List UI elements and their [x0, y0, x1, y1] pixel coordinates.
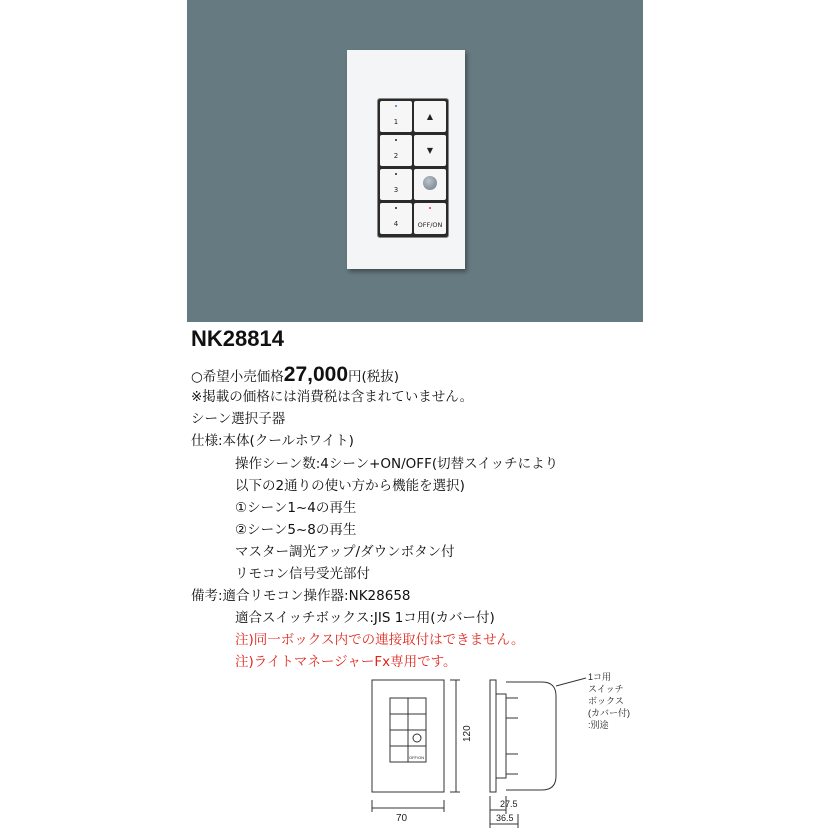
caution-exclusive: 注)ライトマネージャーFx専用です。 — [235, 654, 457, 670]
ir-receiver — [414, 169, 446, 200]
depth-dimension-total: 36.5 — [496, 813, 514, 823]
spec-dimmer: マスター調光アップ/ダウンボタン付 — [235, 544, 455, 560]
sensor-icon — [423, 176, 437, 190]
indicator-led — [395, 207, 397, 209]
keypad — [378, 99, 448, 237]
spec-body: 仕様:本体(クールホワイト) — [191, 433, 354, 449]
down-arrow-icon: ▼ — [426, 146, 434, 155]
width-dimension: 70 — [396, 813, 408, 824]
remark-remote: 備考:適合リモコン操作器:NK28658 — [191, 588, 411, 604]
spec-mode-2: ②シーン5~8の再生 — [235, 522, 357, 538]
product-name: シーン選択子器 — [191, 411, 286, 427]
indicator-led — [395, 105, 397, 107]
indicator-led — [395, 139, 397, 141]
height-dimension: 120 — [462, 725, 473, 742]
box-label: :別途 — [588, 720, 609, 730]
box-label: (カバー付) — [588, 708, 630, 718]
dim-up-key — [414, 101, 446, 132]
box-label: 1コ用 — [588, 672, 612, 682]
dimension-drawing — [360, 668, 680, 832]
tax-excluded-label: (税抜) — [361, 369, 400, 385]
price-line — [191, 363, 400, 386]
mini-offon-label: OFF/ON — [409, 755, 425, 760]
side-view-plate — [490, 680, 496, 792]
price-value: 27,000 — [283, 363, 349, 386]
box-label: ボックス — [588, 696, 624, 706]
product-photo — [187, 0, 643, 322]
offon-key — [414, 203, 446, 234]
spec-mode-1: ①シーン1~4の再生 — [235, 500, 357, 516]
indicator-led — [429, 207, 431, 209]
offon-label: OFF/ON — [417, 221, 443, 229]
price-label: ○希望小売価格 — [191, 369, 284, 385]
price-unit: 円 — [348, 369, 362, 385]
key-label: 2 — [393, 152, 399, 160]
scene-key-4 — [380, 203, 412, 234]
scene-key-1 — [380, 101, 412, 132]
depth-dimension-plate: 27.5 — [500, 799, 518, 809]
spec-receiver: リモコン信号受光部付 — [235, 566, 370, 582]
scene-key-3 — [380, 169, 412, 200]
up-arrow-icon: ▲ — [426, 112, 434, 121]
key-label: 1 — [393, 118, 399, 126]
scene-key-2 — [380, 135, 412, 166]
indicator-led — [395, 173, 397, 175]
box-label: スイッチ — [588, 684, 624, 694]
spec-scenes: 操作シーン数:4シーン+ON/OFF(切替スイッチにより — [235, 456, 559, 472]
caution-gang: 注)同一ボックス内での連接取付はできません。 — [235, 632, 525, 648]
key-label: 3 — [393, 186, 399, 194]
spec-scenes-cont: 以下の2通りの使い方から機能を選択) — [235, 478, 465, 494]
key-label: 4 — [393, 220, 399, 228]
model-number: NK28814 — [191, 326, 284, 351]
switch-plate — [347, 50, 465, 269]
remark-box: 適合スイッチボックス:JIS 1コ用(カバー付) — [235, 610, 495, 626]
tax-note: ※掲載の価格には消費税は含まれていません。 — [191, 389, 474, 405]
dim-down-key — [414, 135, 446, 166]
